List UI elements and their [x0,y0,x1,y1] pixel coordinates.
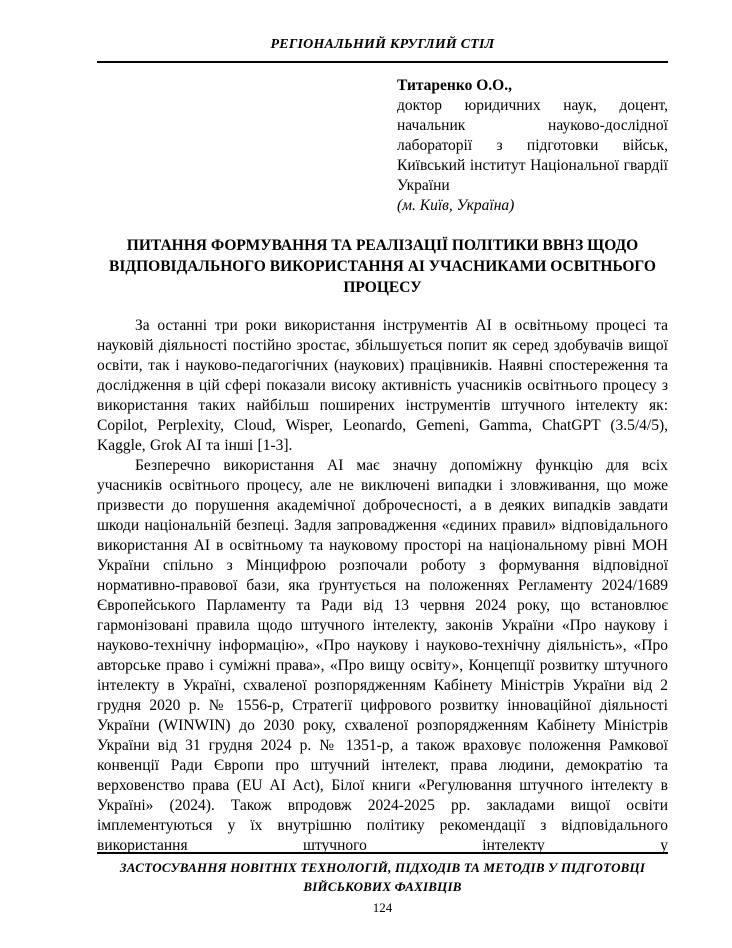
article-title: ПИТАННЯ ФОРМУВАННЯ ТА РЕАЛІЗАЦІЇ ПОЛІТИКИ ВВНЗ ЩОДО ВІДПОВІДАЛЬНОГО ВИКОРИСТАННЯ АІ УЧАСНИКАМИ ОСВІТНЬОГО ПРОЦЕСУ [109,237,656,296]
author-location: (м. Київ, Україна) [397,197,515,214]
running-footer-title: ЗАСТОСУВАННЯ НОВІТНІХ ТЕХНОЛОГІЙ, ПІДХОДІВ ТА МЕТОДІВ У ПІДГОТОВЦІ ВІЙСЬКОВИХ ФАХІВЦІВ [119,860,646,894]
article-body [97,316,668,856]
body-paragraph-1: За останні три роки використання інструментів АІ в освітньому процесі та науковій діяльності постійно зростає, збільшується попит як серед здобувачів вищої освіти, так і науково-педагогічних (наукових) працівників. Наявні спостереження та дослідження в цій сфері показали високу активність учасників освітнього процесу з використання таких найбільш поширених інструментів штучного інтелекту як: Copilot, Perplexity, Cloud, Wisper, Leonardo, Gemeni, Gamma, ChatGPT (3.5/4/5), Kaggle, Grok AI та інші [1-3]. [97,317,668,454]
author-name: Титаренко О.О., [397,77,512,94]
running-header-title: РЕГІОНАЛЬНИЙ КРУГЛИЙ СТІЛ [270,37,495,52]
author-affiliation: доктор юридичних наук, доцент, начальник науково-дослідної лабораторії з підготовки військ, Київський інститут Національної гвардії України [397,97,668,194]
running-footer [97,852,668,916]
body-paragraph-2: Безперечно використання АІ має значну допоміжну функцію для всіх учасників освітнього процесу, але не виключені випадки і зловживання, що може призвести до порушення академічної доброчесності, а в деяких випадків завдати шкоди національній безпеці. Задля запровадження «єдиних правил» відповідального використання АІ в освітньому та науковому просторі на національному рівні МОН України спільно з Мінцифрою розпочали роботу з формування відповідної нормативно-правової бази, яка ґрунтується на положеннях Регламенту 2024/1689 Європейського Парламенту та Ради від 13 червня 2024 року, що встановлює гармонізовані правила щодо штучного інтелекту, законів України «Про наукову і науково-технічну інформацію», «Про наукову і науково-технічну діяльність», «Про авторське право і суміжні права», «Про вищу освіту», Концепції розвитку штучного інтелекту в Україні, схваленої розпорядженням Кабінету Міністрів України від 2 грудня 2020 р. № 1556-р, Стратегії цифрового розвитку інноваційної діяльності України (WINWIN) до 2030 року, схваленої розпорядженням Кабінету Міністрів України від 31 грудня 2024 р. № 1351-р, а також враховує положення Рамкової конвенції Ради Європи про штучний інтелект, права людини, демократію та верховенство права (EU AI Act), Білої книги «Регулювання штучного інтелекту в Україні» (2024). Також впродовж 2024-2025 рр. закладами вищої освіти імплементуються у їх внутрішню політику рекомендації з відповідального використання штучного інтелекту у [97,457,668,854]
page-number: 124 [372,900,393,915]
running-header [97,36,668,63]
author-block [397,76,668,216]
